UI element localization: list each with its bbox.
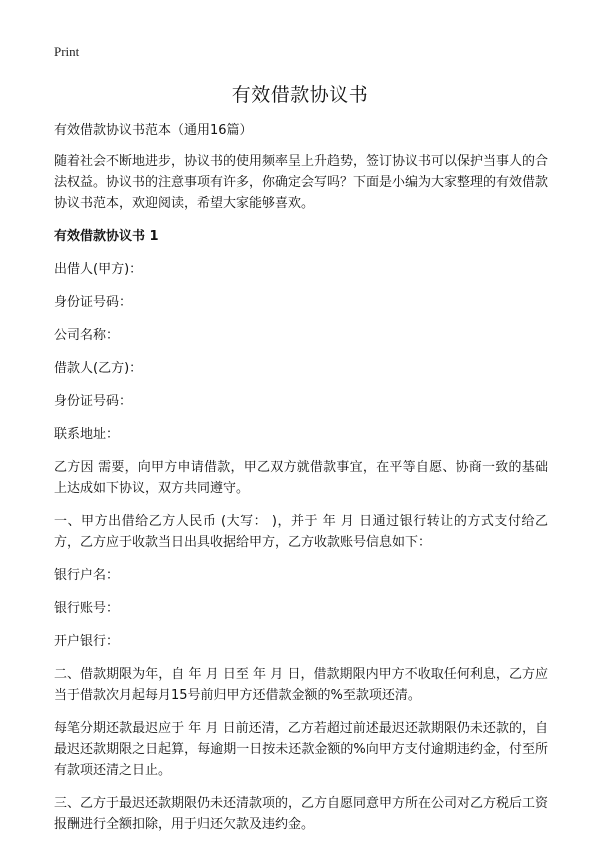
- clause-3: 三、乙方于最迟还款期限仍未还清款项的，乙方自愿同意甲方所在公司对乙方税后工资报酬进行全额扣除，用于归还欠款及违约金。: [54, 796, 549, 832]
- address-field: 联系地址：: [54, 427, 120, 442]
- clause-1: 一、甲方出借给乙方人民币 (大写： )，并于 年 月 日通过银行转让的方式支付给乙方，乙方应于收款当日出具收据给甲方，乙方收款账号信息如下：: [54, 514, 548, 550]
- company-field: 公司名称：: [54, 328, 120, 343]
- lender-id-field: 身份证号码：: [54, 295, 133, 310]
- document-title: 有效借款协议书: [231, 84, 369, 106]
- bank-account-number-field: 银行账号：: [54, 601, 120, 616]
- clause-2-continued: 每笔分期还款最迟应于 年 月 日前还清，乙方若超过前述最迟还款期限仍未还款的，自最迟还款期限之日起算，每逾期一日按未还款金额的%向甲方支付逾期违约金，付至所有款项还清之日止。: [54, 721, 548, 778]
- section-heading: 有效借款协议书 1: [54, 229, 159, 244]
- document-subtitle: 有效借款协议书范本（通用16篇）: [54, 123, 253, 138]
- bank-account-name-field: 银行户名：: [54, 568, 120, 583]
- clause-intro: 乙方因 需要，向甲方申请借款，甲乙双方就借款事宜，在平等自愿、协商一致的基础上达成如下协议，双方共同遵守。: [54, 460, 548, 496]
- document-body: [54, 120, 548, 847]
- borrower-id-field: 身份证号码：: [54, 394, 133, 409]
- opening-bank-field: 开户银行：: [54, 634, 120, 649]
- lender-field: 出借人(甲方)：: [54, 262, 143, 277]
- print-link[interactable]: Print: [54, 44, 80, 59]
- intro-paragraph: 随着社会不断地进步，协议书的使用频率呈上升趋势，签订协议书可以保护当事人的合法权益。协议书的注意事项有许多，你确定会写吗？下面是小编为大家整理的有效借款协议书范本，欢迎阅读，希望大家能够喜欢。: [54, 154, 549, 211]
- clause-2: 二、借款期限为年，自 年 月 日至 年 月 日，借款期限内甲方不收取任何利息，乙方应当于借款次月起每月15号前归甲方还借款金额的%至款项还清。: [54, 667, 548, 703]
- borrower-field: 借款人(乙方)：: [54, 361, 143, 376]
